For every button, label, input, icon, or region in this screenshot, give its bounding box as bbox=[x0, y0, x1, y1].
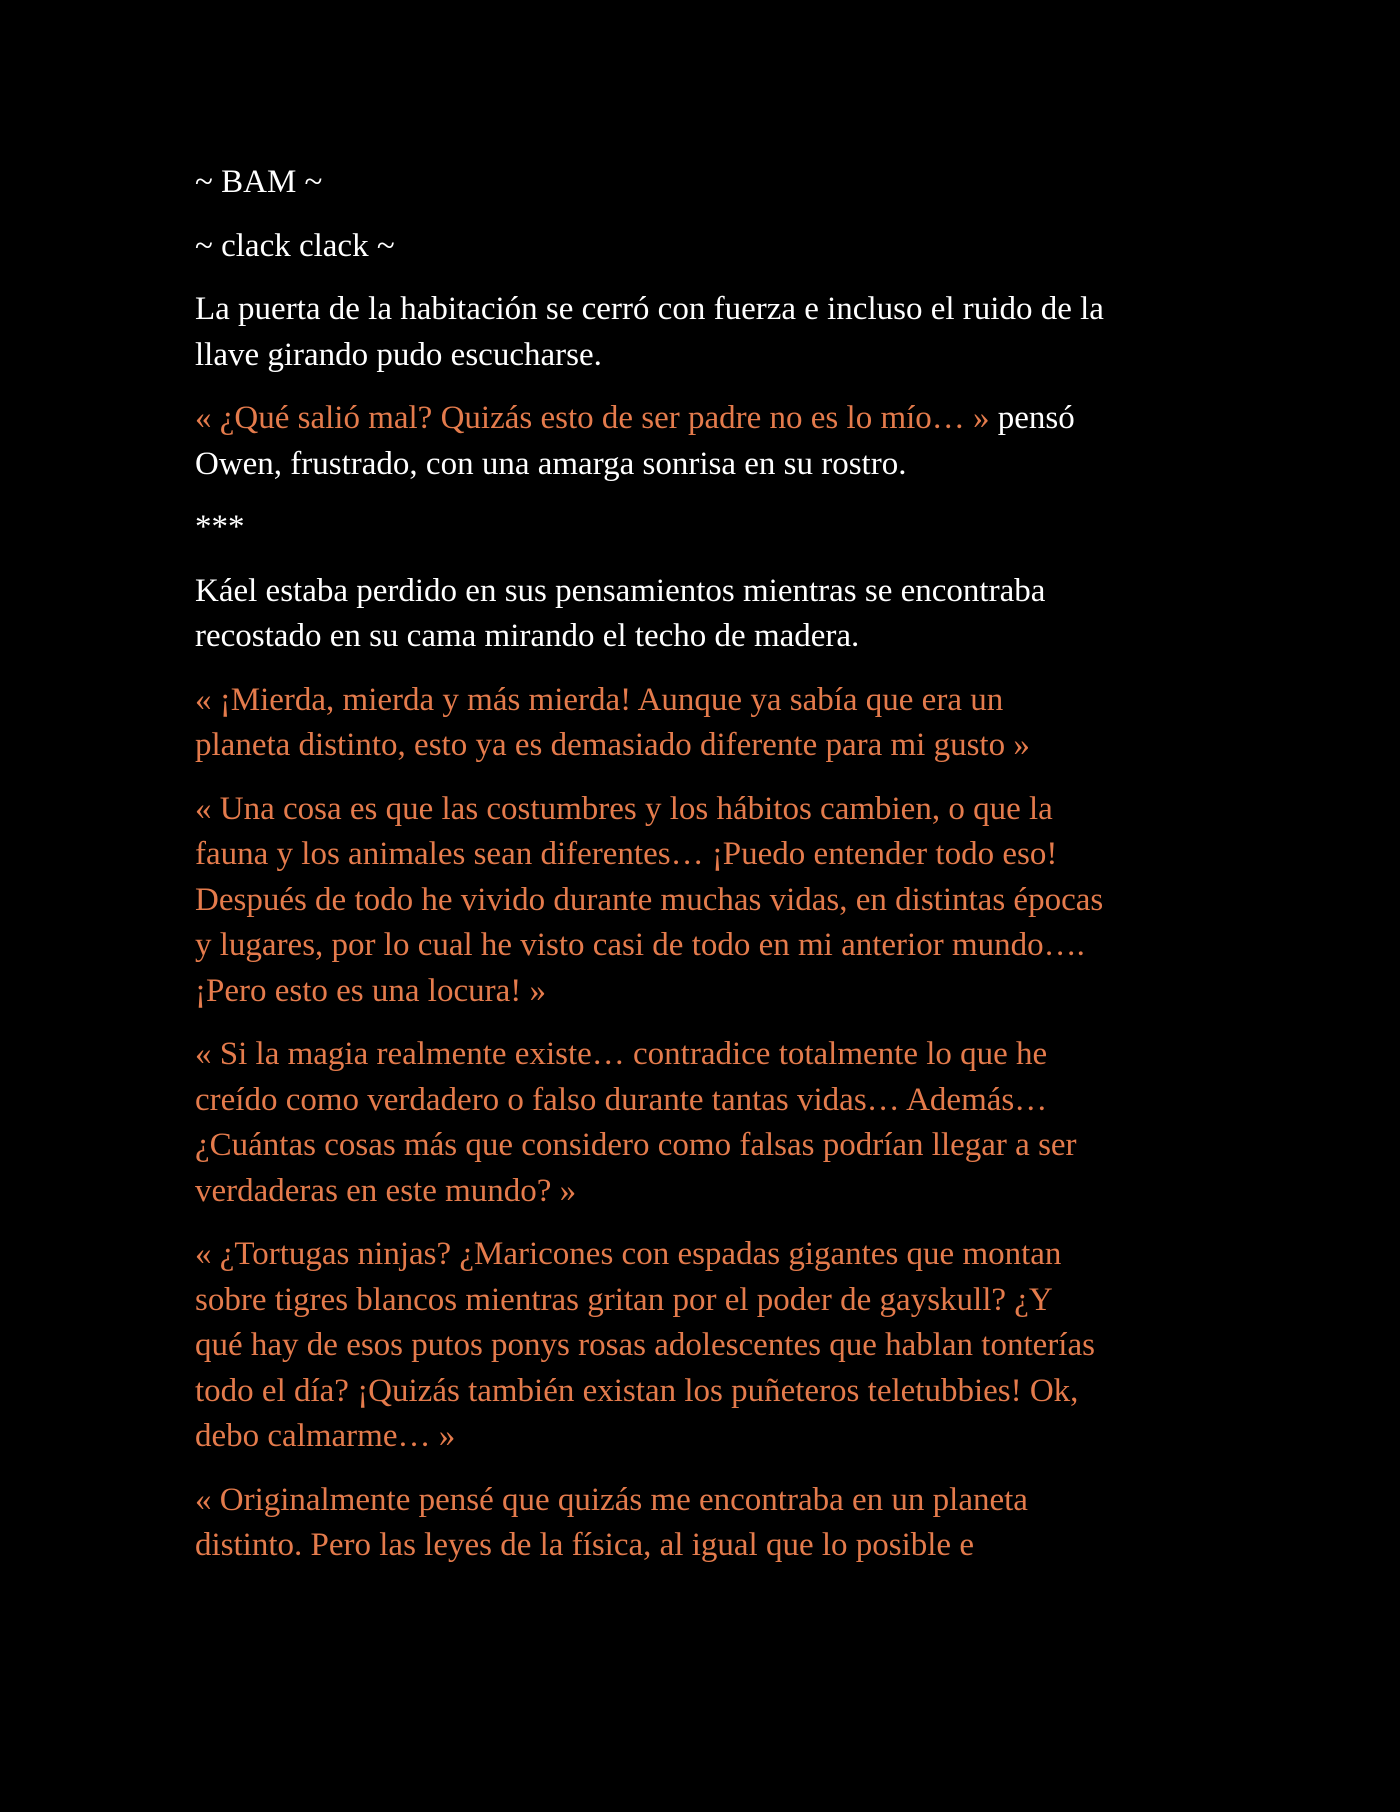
text-line: debo calmarme… » bbox=[195, 1418, 456, 1454]
text-line: « Una cosa es que las costumbres y los hábitos cambien, o que la bbox=[195, 790, 1053, 827]
thought-paragraph bbox=[195, 787, 1245, 1015]
thought-paragraph-owen bbox=[195, 396, 1245, 487]
sound-effect-bam bbox=[195, 160, 1245, 206]
text-line: « Originalmente pensé que quizás me encontraba en un planeta bbox=[195, 1481, 1028, 1518]
text-line: verdaderas en este mundo? » bbox=[195, 1172, 577, 1209]
text-line: todo el día? ¡Quizás también existan los puñeteros teletubbies! Ok, bbox=[195, 1372, 1079, 1409]
text-line: llave girando pudo escucharse. bbox=[195, 336, 602, 373]
text-line: ~ BAM ~ bbox=[195, 164, 323, 200]
thought-paragraph bbox=[195, 1478, 1245, 1569]
text-line: La puerta de la habitación se cerró con fuerza e incluso el ruido de la bbox=[195, 291, 1104, 327]
text-line: « ¡Mierda, mierda y más mierda! Aunque ya sabía que era un bbox=[195, 681, 1004, 718]
text-line: ¿Cuántas cosas más que considero como falsas podrían llegar a ser bbox=[195, 1127, 1077, 1163]
text-line: ~ clack clack ~ bbox=[195, 227, 395, 264]
text-line: « Si la magia realmente existe… contradice totalmente lo que he bbox=[195, 1036, 1048, 1072]
sound-effect-clack bbox=[195, 224, 1245, 270]
text-line bbox=[195, 396, 1245, 442]
document-page bbox=[195, 160, 1245, 1587]
text-line: ¡Pero esto es una locura! » bbox=[195, 972, 546, 1009]
text-line: planeta distinto, esto ya es demasiado diferente para mi gusto » bbox=[195, 727, 1030, 763]
narration-paragraph bbox=[195, 287, 1245, 378]
thought-paragraph bbox=[195, 678, 1245, 769]
thought-paragraph bbox=[195, 1232, 1245, 1460]
text-line: fauna y los animales sean diferentes… ¡Puedo entender todo eso! bbox=[195, 836, 1058, 872]
text-line: Káel estaba perdido en sus pensamientos mientras se encontraba bbox=[195, 572, 1046, 609]
thought-paragraph bbox=[195, 1032, 1245, 1214]
thought-text: « ¿Qué salió mal? Quizás esto de ser padre no es lo mío… » bbox=[195, 400, 990, 436]
text-line: sobre tigres blancos mientras gritan por el poder de gayskull? ¿Y bbox=[195, 1281, 1053, 1318]
text-line: « ¿Tortugas ninjas? ¿Maricones con espadas gigantes que montan bbox=[195, 1236, 1062, 1272]
text-line: distinto. Pero las leyes de la física, al igual que lo posible e bbox=[195, 1527, 974, 1563]
narration-text: pensó bbox=[989, 400, 1075, 436]
narration-paragraph bbox=[195, 569, 1245, 660]
text-line: recostado en su cama mirando el techo de madera. bbox=[195, 618, 860, 654]
text-line: Owen, frustrado, con una amarga sonrisa en su rostro. bbox=[195, 445, 907, 482]
text-line: *** bbox=[195, 509, 245, 545]
scene-break bbox=[195, 505, 1245, 551]
text-line: y lugares, por lo cual he visto casi de todo en mi anterior mundo…. bbox=[195, 927, 1085, 963]
text-line: qué hay de esos putos ponys rosas adolescentes que hablan tonterías bbox=[195, 1327, 1095, 1363]
text-line: Después de todo he vivido durante muchas vidas, en distintas épocas bbox=[195, 881, 1104, 918]
text-line: creído como verdadero o falso durante tantas vidas… Además… bbox=[195, 1081, 1048, 1118]
